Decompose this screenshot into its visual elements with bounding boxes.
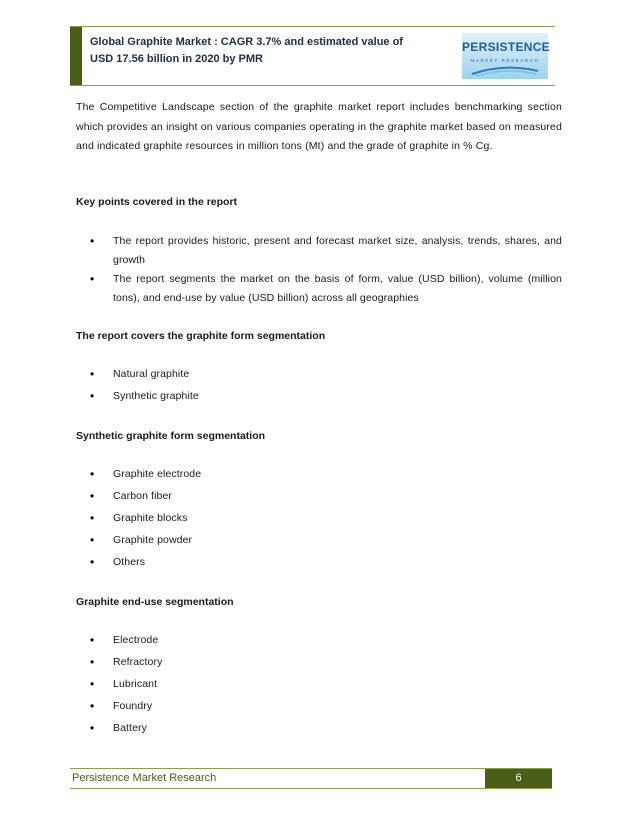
bullet-icon: • [90,467,95,481]
persistence-logo [462,33,548,79]
logo-subtitle: MARKET RESEARCH [470,58,540,63]
bullet-icon: • [90,489,95,503]
header-title [90,34,450,68]
header-title-line-1: Global Graphite Market : CAGR 3.7% and estimated value of [90,36,403,48]
list-item: • Electrode [76,631,562,650]
bullet-icon: • [90,533,95,547]
bullet-icon: • [90,511,95,525]
list-item: • Foundry [76,697,562,716]
list-item: • Graphite blocks [76,509,562,528]
page-header [70,26,555,86]
list-item: • The report provides historic, present and forecast market size, analysis, trends, shares, and growth [90,234,562,266]
bullet-icon: • [90,699,95,713]
list-item: • Carbon fiber [76,487,562,506]
list-item: • Others [76,553,562,572]
header-title-line-2: USD 17.56 billion in 2020 by PMR [90,53,263,65]
list-item: • Lubricant [76,675,562,694]
bullet-icon: • [90,721,95,735]
logo-swoosh-icon [470,65,540,77]
synthetic-segmentation-list [76,465,562,572]
list-item: • Synthetic graphite [76,387,562,406]
page-number: 6 [485,769,552,788]
form-segmentation-list [76,365,562,406]
bullet-icon: • [90,272,95,286]
bullet-icon: • [90,389,95,403]
bullet-icon: • [90,633,95,647]
bullet-icon: • [90,555,95,569]
bullet-icon: • [90,655,95,669]
section-heading-form-segmentation: The report covers the graphite form segmentation [76,330,326,342]
list-item: • The report segments the market on the basis of form, value (USD billion), volume (million tons), and end-use by value (USD billion) across all geographies [90,272,562,304]
key-points-list [76,232,562,308]
list-item: • Natural graphite [76,365,562,384]
section-heading-key-points: Key points covered in the report [76,196,238,208]
list-item: • Refractory [76,653,562,672]
section-heading-synthetic-segmentation: Synthetic graphite form segmentation [76,430,266,442]
bullet-icon: • [90,677,95,691]
header-accent-bar [70,27,82,85]
page-footer [70,768,552,789]
bullet-icon: • [90,234,95,248]
intro-paragraph: The Competitive Landscape section of the graphite market report includes benchmarking section which provides an insight on various companies operating in the graphite market based on measured and indicated graphite resources in million tons (Mt) and the grade of graphite in % Cg. [76,101,562,152]
section-heading-end-use: Graphite end-use segmentation [76,596,234,608]
list-item: • Graphite powder [76,531,562,550]
logo-wordmark: PERSISTENCE [462,40,550,54]
list-item: • Battery [76,719,562,738]
list-item: • Graphite electrode [76,465,562,484]
bullet-icon: • [90,367,95,381]
end-use-list [76,631,562,738]
footer-company: Persistence Market Research [72,772,217,784]
